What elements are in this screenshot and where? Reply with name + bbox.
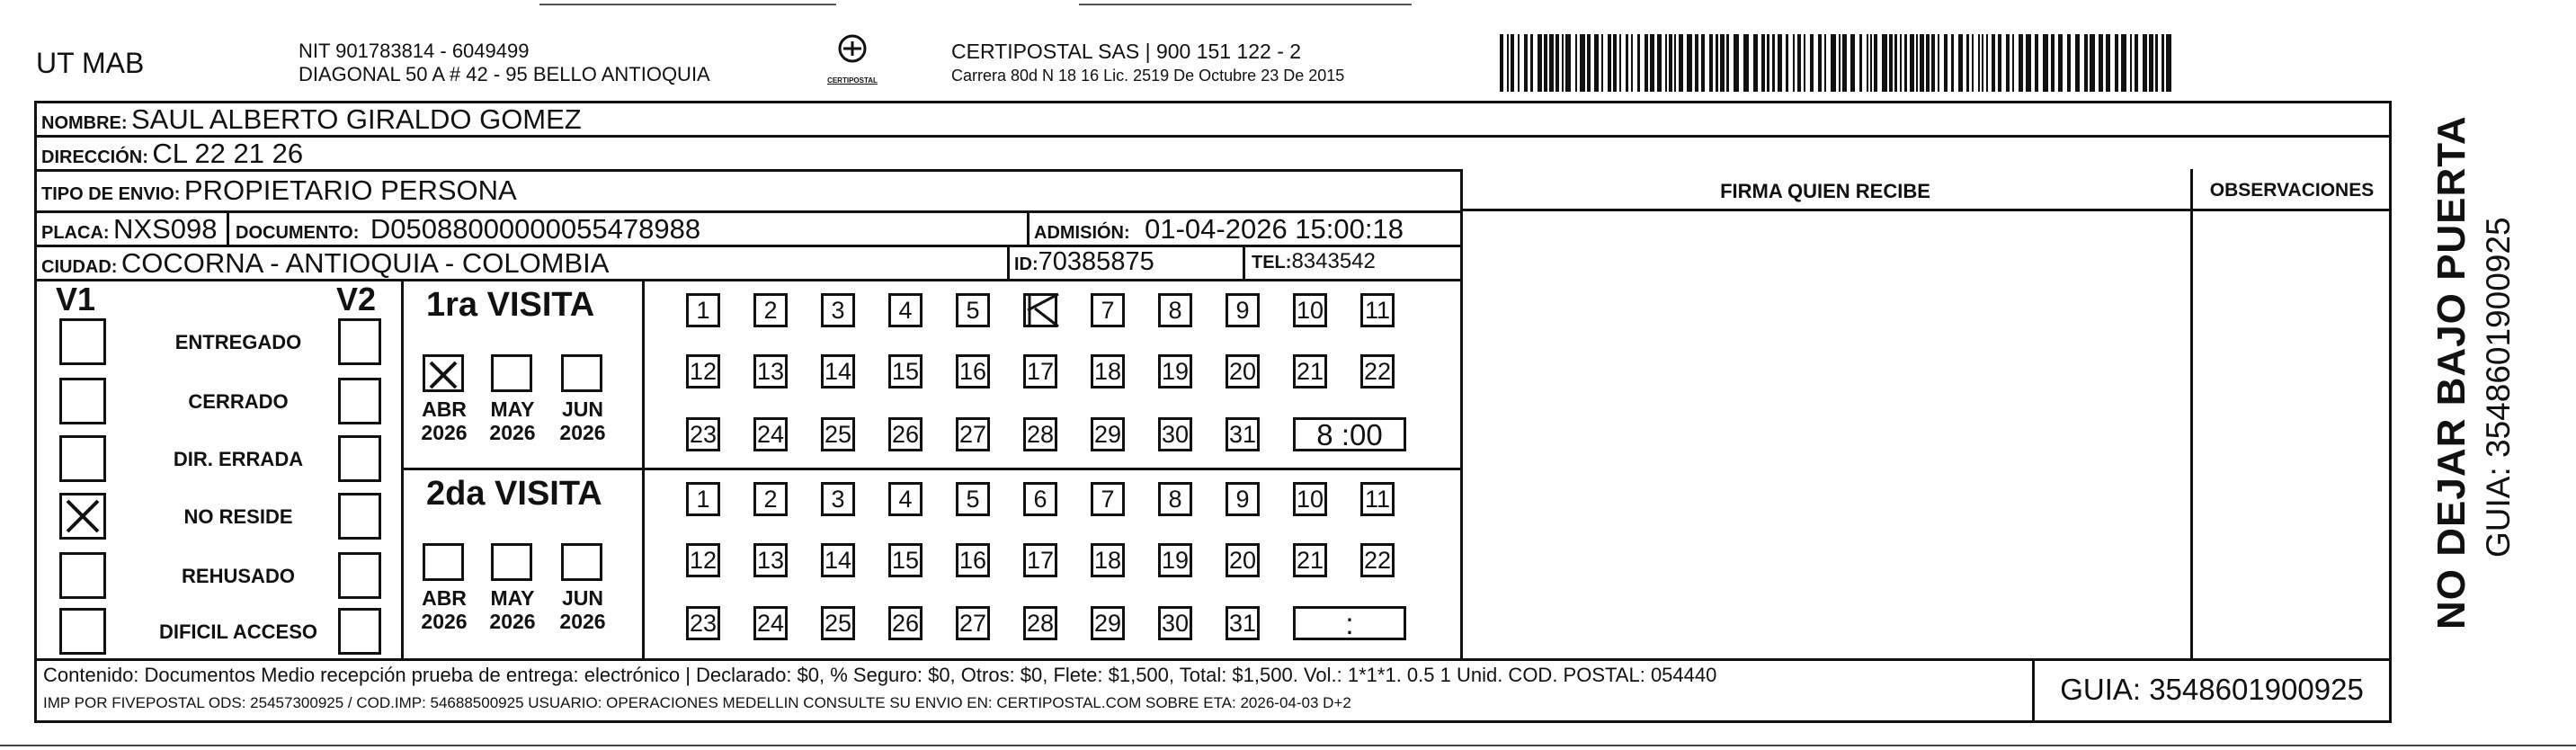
barcode-bar [1637, 34, 1640, 92]
day-box[interactable]: 2 [753, 293, 788, 327]
month-name: MAY [490, 586, 535, 610]
admision-label: ADMISIÓN: [1034, 223, 1130, 243]
admision-cell [1034, 213, 1404, 246]
col-line [1007, 245, 1010, 279]
direccion-value: CL 22 21 26 [152, 138, 304, 169]
barcode-bar [1824, 34, 1826, 92]
day-box[interactable]: 23 [686, 417, 720, 451]
day-box[interactable]: 26 [888, 417, 923, 451]
month-name: JUN [561, 397, 603, 421]
barcode-bar [1665, 34, 1667, 92]
barcode-bar [1839, 34, 1841, 92]
barcode-bar [1972, 34, 1974, 92]
barcode-bar [2043, 34, 2048, 92]
barcode-bar [1530, 34, 1533, 92]
month-label [486, 586, 539, 633]
barcode-bar [2099, 34, 2103, 92]
barcode-bar [2166, 34, 2171, 92]
day-box[interactable]: 31 [1226, 606, 1260, 640]
barcode-bar [1938, 34, 1939, 92]
v1-checkbox[interactable] [59, 318, 106, 365]
day-box[interactable]: 22 [1360, 543, 1395, 577]
direccion-label: DIRECCIÓN: [41, 147, 148, 167]
barcode-bar [2143, 34, 2147, 92]
barcode-bar [1716, 34, 1718, 92]
barcode-bar [1951, 34, 1954, 92]
day-box[interactable]: 7 [1091, 293, 1125, 327]
v1-checkbox[interactable] [59, 493, 106, 540]
barcode-bar [1645, 34, 1648, 92]
day-box[interactable]: 9 [1226, 293, 1260, 327]
month-checkbox[interactable] [561, 354, 602, 392]
month-checkbox[interactable] [561, 543, 602, 581]
v2-checkbox[interactable] [338, 608, 381, 655]
documento-value: D05088000000055478988 [370, 213, 701, 245]
barcode-bar [1587, 34, 1591, 92]
barcode-bar [1761, 34, 1765, 92]
barcode-bar [1882, 34, 1887, 92]
v1-checkbox[interactable] [59, 608, 106, 655]
barcode-bar [1743, 34, 1749, 92]
barcode-bar [2106, 34, 2110, 92]
barcode-bar [1631, 34, 1633, 92]
barcode-bar [1507, 34, 1509, 92]
nombre-row [41, 103, 582, 136]
barcode-bar [1613, 34, 1617, 92]
barcode-bar [1874, 34, 1877, 92]
x-mark-icon [62, 496, 103, 537]
barcode-bar [1944, 34, 1948, 92]
barcode-bar [1580, 34, 1585, 92]
day-box[interactable]: 29 [1091, 417, 1125, 451]
v2-checkbox[interactable] [338, 378, 381, 424]
month-checkbox[interactable] [491, 543, 532, 581]
barcode-bar [1916, 34, 1918, 92]
month-checkbox[interactable] [423, 354, 464, 392]
barcode-bar [1500, 34, 1503, 92]
ciudad-value: COCORNA - ANTIOQUIA - COLOMBIA [120, 247, 610, 279]
barcode-bar [1797, 34, 1801, 92]
day-box[interactable]: 12 [686, 543, 720, 577]
tipo-value: PROPIETARIO PERSONA [183, 174, 517, 206]
barcode-bar [1793, 34, 1795, 92]
id-label: ID: [1014, 254, 1038, 274]
status-label: REHUSADO [182, 565, 295, 587]
barcode-bar [1867, 34, 1868, 92]
id-cell [1014, 247, 1154, 277]
barcode-bar [2012, 34, 2014, 92]
month-label [556, 586, 610, 633]
time-box[interactable]: 8 :00 [1293, 417, 1406, 451]
barcode-bar [2155, 34, 2158, 92]
day-box[interactable]: 10 [1293, 482, 1327, 516]
day-box[interactable]: 3 [821, 293, 855, 327]
top-scan-line-left [539, 4, 836, 5]
barcode-bar [1753, 34, 1758, 92]
barcode-bar [1565, 34, 1571, 92]
barcode-bar [1778, 34, 1782, 92]
barcode-bar [2135, 34, 2138, 92]
day-box[interactable] [1023, 293, 1057, 327]
barcode-bar [1804, 34, 1805, 92]
day-box[interactable]: 20 [1226, 354, 1260, 388]
v2-checkbox[interactable] [338, 493, 381, 540]
day-box[interactable]: 25 [821, 606, 855, 640]
day-box[interactable]: 13 [753, 354, 788, 388]
col-line [1460, 169, 1463, 658]
day-box[interactable]: 12 [686, 354, 720, 388]
day-box[interactable]: 4 [888, 293, 923, 327]
barcode-bar [1549, 34, 1554, 92]
month-name: ABR [422, 586, 467, 610]
month-label [417, 397, 471, 444]
footer-guia: GUIA: 3548601900925 [2060, 673, 2364, 706]
month-year: 2026 [559, 610, 606, 633]
day-box[interactable]: 21 [1293, 543, 1327, 577]
barcode-bar [1687, 34, 1692, 92]
barcode-bar [2090, 34, 2095, 92]
barcode-bar [2084, 34, 2088, 92]
barcode-bar [1544, 34, 1547, 92]
certipostal-info: CERTIPOSTAL SAS | 900 151 122 - 2 [951, 40, 1302, 63]
barcode-bar [1720, 34, 1725, 92]
col-line [401, 279, 404, 658]
row-line [1460, 209, 2392, 211]
tel-cell [1252, 249, 1376, 274]
v2-checkbox[interactable] [338, 435, 381, 482]
day-box[interactable]: 9 [1226, 482, 1260, 516]
company-address: DIAGONAL 50 A # 42 - 95 BELLO ANTIOQUIA [299, 63, 710, 85]
v1-checkbox[interactable] [59, 552, 106, 599]
x-mark-icon [425, 357, 461, 393]
day-box[interactable]: 8 [1158, 482, 1192, 516]
certipostal-license: Carrera 80d N 18 16 Lic. 2519 De Octubre 23 De 2015 [951, 67, 1345, 85]
barcode-bar [1831, 34, 1836, 92]
barcode-bar [1859, 34, 1862, 92]
visit-title: 2da VISITA [426, 475, 602, 513]
barcode-bar [1575, 34, 1577, 92]
barcode-bar [1650, 34, 1654, 92]
tipo-label: TIPO DE ENVIO: [41, 184, 181, 204]
day-box[interactable]: 25 [821, 417, 855, 451]
day-box[interactable]: 2 [753, 482, 788, 516]
barcode-bar [1726, 34, 1729, 92]
day-box[interactable]: 15 [888, 543, 923, 577]
day-box[interactable]: 31 [1226, 417, 1260, 451]
v2-checkbox[interactable] [338, 552, 381, 599]
tipo-row [41, 174, 517, 207]
day-box[interactable]: 3 [821, 482, 855, 516]
day-box[interactable]: 7 [1091, 482, 1125, 516]
time-box[interactable]: : [1293, 606, 1406, 640]
month-year: 2026 [489, 610, 536, 633]
day-box[interactable]: 24 [753, 606, 788, 640]
col-line [642, 279, 645, 658]
barcode-bar [2075, 34, 2080, 92]
day-box[interactable]: 11 [1360, 482, 1395, 516]
col-line [1027, 210, 1030, 245]
barcode-bar [1910, 34, 1914, 92]
status-label: CERRADO [188, 390, 289, 413]
logo-text: CERTIPOSTAL [827, 76, 878, 85]
month-year: 2026 [559, 421, 606, 444]
month-name: MAY [490, 397, 535, 421]
status-label: DIR. ERRADA [173, 448, 304, 470]
barcode-bar [1701, 34, 1705, 92]
day-box[interactable]: 5 [956, 293, 990, 327]
day-box[interactable]: 26 [888, 606, 923, 640]
barcode-bar [1674, 34, 1676, 92]
barcode-bar [1894, 34, 1897, 92]
barcode-bar [1850, 34, 1855, 92]
day-box[interactable]: 5 [956, 482, 990, 516]
placa-cell [41, 213, 217, 246]
barcode-bar [1992, 34, 1995, 92]
day-box[interactable]: 21 [1293, 354, 1327, 388]
month-label [486, 397, 539, 444]
barcode-bar [2162, 34, 2164, 92]
v1-checkbox[interactable] [59, 435, 106, 482]
col-line [2190, 169, 2193, 658]
visit-title: 1ra VISITA [426, 286, 595, 324]
v2-label: V2 [336, 281, 377, 317]
company-nit: NIT 901783814 - 6049499 [299, 40, 530, 62]
barcode-bar [1767, 34, 1769, 92]
barcode-bar [1734, 34, 1739, 92]
day-box[interactable]: 16 [956, 354, 990, 388]
barcode-bar [1958, 34, 1963, 92]
barcode-bar [1931, 34, 1935, 92]
day-box[interactable]: 16 [956, 543, 990, 577]
company-name: UT MAB [36, 47, 145, 79]
day-box[interactable]: 15 [888, 354, 923, 388]
footer-imp: IMP POR FIVEPOSTAL ODS: 25457300925 / COD.IMP: 54688500925 USUARIO: OPERACIONES MEDELLIN CONSULTE SU ENVIO EN: CERTIPOSTAL.COM SOBRE ETA: 2026-04-03 D+2 [43, 694, 1351, 711]
month-label [556, 397, 610, 444]
id-value: 70385875 [1038, 247, 1154, 276]
ciudad-cell [41, 247, 609, 280]
barcode-bar [1966, 34, 1969, 92]
barcode-bar [1870, 34, 1872, 92]
day-box[interactable]: 6 [1023, 482, 1057, 516]
barcode-bar [1842, 34, 1847, 92]
v1-label: V1 [56, 281, 96, 317]
day-box[interactable]: 30 [1158, 417, 1192, 451]
day-box[interactable]: 17 [1023, 354, 1057, 388]
barcode-bar [1518, 34, 1520, 92]
barcode-bar [1818, 34, 1822, 92]
day-box[interactable]: 23 [686, 606, 720, 640]
day-box[interactable]: 14 [821, 543, 855, 577]
month-year: 2026 [421, 610, 468, 633]
barcode-bar [1982, 34, 1983, 92]
day-box[interactable]: 28 [1023, 606, 1057, 640]
month-name: JUN [561, 586, 603, 610]
placa-label: PLACA: [41, 223, 110, 243]
month-checkbox[interactable] [423, 543, 464, 581]
barcode-bar [1538, 34, 1542, 92]
barcode-bar [1978, 34, 1980, 92]
barcode-bar [1555, 34, 1559, 92]
day-box[interactable]: 11 [1360, 293, 1395, 327]
row-line [34, 658, 2392, 661]
barcode-bar [2019, 34, 2023, 92]
barcode-bar [2067, 34, 2071, 92]
barcode-bar [1524, 34, 1528, 92]
day-box[interactable]: 22 [1360, 354, 1395, 388]
ciudad-label: CIUDAD: [41, 257, 118, 277]
barcode-bar [1900, 34, 1902, 92]
placa-value: NXS098 [113, 213, 218, 245]
day-box[interactable]: 19 [1158, 354, 1192, 388]
barcode-bar [1511, 34, 1514, 92]
barcode-bar [1679, 34, 1683, 92]
barcode-bar [1772, 34, 1775, 92]
month-label [417, 586, 471, 633]
barcode [1500, 34, 2176, 92]
barcode-bar [2149, 34, 2153, 92]
nombre-value: SAUL ALBERTO GIRALDO GOMEZ [131, 103, 582, 135]
nombre-label: NOMBRE: [41, 113, 128, 133]
month-year: 2026 [489, 421, 536, 444]
barcode-bar [2026, 34, 2031, 92]
barcode-bar [1920, 34, 1924, 92]
day-box[interactable]: 1 [686, 482, 720, 516]
bottom-scan-line [0, 745, 2576, 746]
barcode-bar [1904, 34, 1907, 92]
day-box[interactable]: 8 [1158, 293, 1192, 327]
tel-value: 8343542 [1291, 249, 1376, 273]
status-label: DIFICIL ACCESO [158, 621, 317, 643]
day-box[interactable]: 18 [1091, 543, 1125, 577]
status-label: NO RESIDE [183, 505, 293, 528]
barcode-bar [2115, 34, 2118, 92]
col-line [1243, 245, 1245, 279]
barcode-bar [2121, 34, 2126, 92]
barcode-bar [1709, 34, 1713, 92]
barcode-bar [1786, 34, 1788, 92]
day-box[interactable]: 10 [1293, 293, 1327, 327]
barcode-bar [1998, 34, 2001, 92]
day-box[interactable]: 17 [1023, 543, 1057, 577]
v1-checkbox[interactable] [59, 378, 106, 424]
day-box[interactable]: 1 [686, 293, 720, 327]
barcode-bar [1657, 34, 1662, 92]
day-box[interactable]: 28 [1023, 417, 1057, 451]
side-guia: GUIA: 3548601900925 [2480, 217, 2517, 558]
direccion-row [41, 138, 303, 170]
barcode-bar [1608, 34, 1611, 92]
barcode-bar [2058, 34, 2063, 92]
day-box[interactable]: 24 [753, 417, 788, 451]
observaciones-label: OBSERVACIONES [2209, 180, 2375, 201]
barcode-bar [2006, 34, 2010, 92]
day-box[interactable]: 30 [1158, 606, 1192, 640]
barcode-bar [1594, 34, 1599, 92]
v2-checkbox[interactable] [338, 318, 381, 365]
barcode-bar [1695, 34, 1698, 92]
tel-label: TEL: [1252, 253, 1292, 272]
row-line [401, 468, 1460, 470]
day-box[interactable]: 14 [821, 354, 855, 388]
firma-label: FIRMA QUIEN RECIBE [1720, 180, 1930, 202]
barcode-bar [1626, 34, 1628, 92]
admision-value: 01-04-2026 15:00:18 [1145, 213, 1404, 245]
day-box[interactable]: 27 [956, 606, 990, 640]
barcode-bar [2051, 34, 2055, 92]
barcode-bar [1601, 34, 1603, 92]
footer-contenido: Contenido: Documentos Medio recepción prueba de entrega: electrónico | Declarado: $0, % Seguro: $0, Otros: $0, Flete: $1,500, Total: $1,500. Vol.: 1*1*1. 0.5 1 Unid. COD. POSTAL: 054440 [43, 664, 1717, 686]
status-label: ENTREGADO [174, 331, 302, 353]
day-box[interactable]: 20 [1226, 543, 1260, 577]
documento-cell [236, 213, 700, 246]
day-box[interactable]: 13 [753, 543, 788, 577]
barcode-bar [2035, 34, 2038, 92]
barcode-bar [1986, 34, 1988, 92]
side-warning: NO DEJAR BAJO PUERTA [2429, 115, 2473, 629]
barcode-bar [1669, 34, 1672, 92]
day-box[interactable]: 29 [1091, 606, 1125, 640]
day-cross-mark-icon [1022, 290, 1062, 330]
top-scan-line-right [1079, 4, 1412, 5]
documento-label: DOCUMENTO: [236, 223, 360, 243]
day-box[interactable]: 27 [956, 417, 990, 451]
col-line [227, 210, 229, 245]
barcode-bar [1926, 34, 1930, 92]
day-box[interactable]: 18 [1091, 354, 1125, 388]
barcode-bar [1889, 34, 1893, 92]
month-checkbox[interactable] [491, 354, 532, 392]
day-box[interactable]: 4 [888, 482, 923, 516]
certipostal-logo-icon [827, 34, 878, 72]
barcode-bar [2130, 34, 2132, 92]
barcode-bar [1810, 34, 1814, 92]
certipostal-logo [827, 34, 878, 85]
barcode-bar [1562, 34, 1564, 92]
month-year: 2026 [421, 421, 468, 444]
month-name: ABR [422, 397, 467, 421]
barcode-bar [1619, 34, 1621, 92]
day-box[interactable]: 19 [1158, 543, 1192, 577]
